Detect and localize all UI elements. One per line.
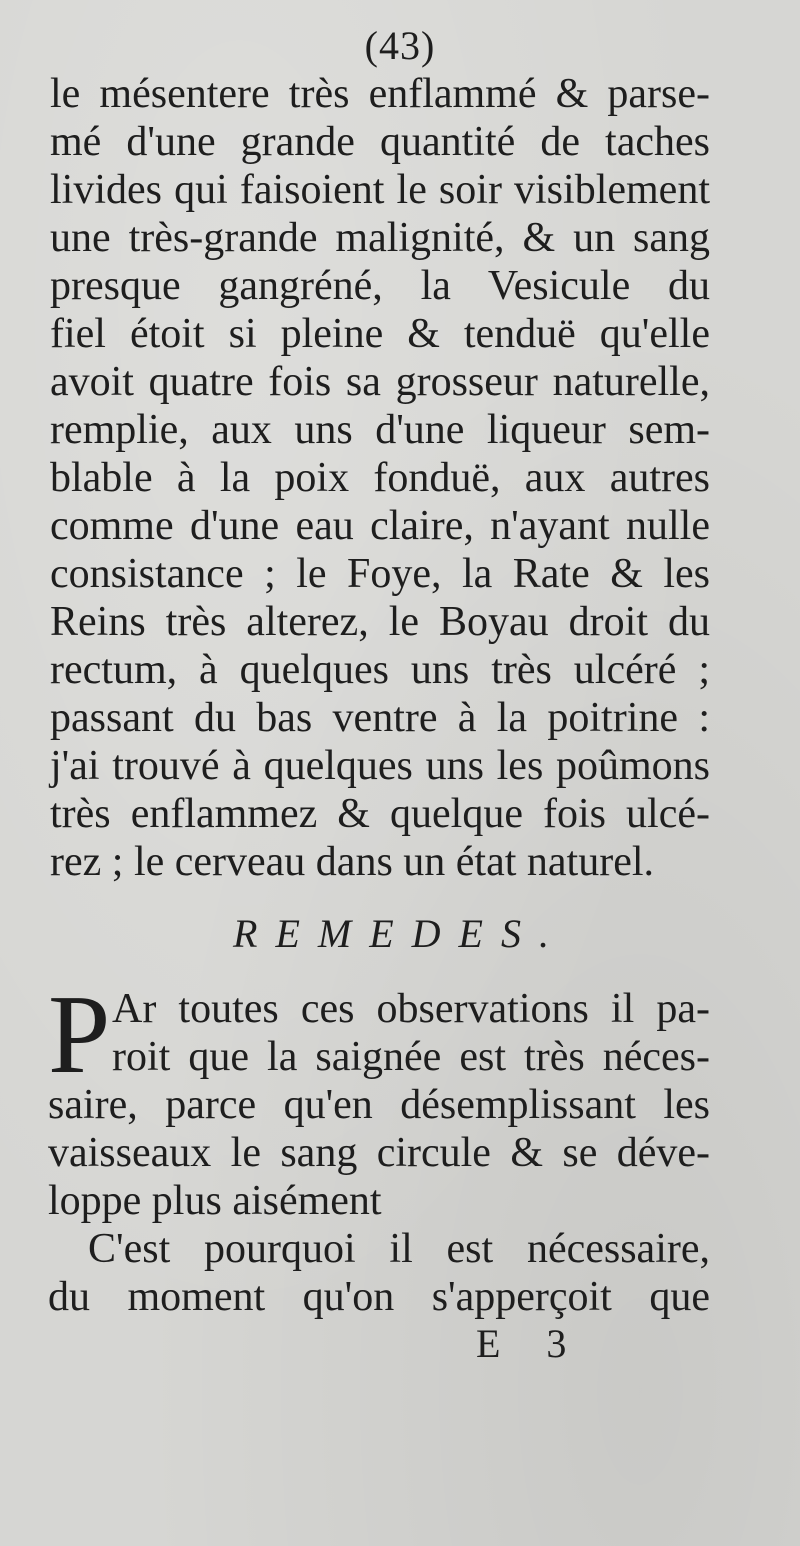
text-line: vaisseaux le sang circule & se déve- bbox=[48, 1130, 710, 1176]
text-line: Ar toutes ces observations il pa- bbox=[112, 986, 710, 1032]
text-line: presque gangréné, la Vesicule du bbox=[50, 263, 710, 309]
text-line: passant du bas ventre à la poitrine : bbox=[50, 695, 710, 741]
dropcap-block bbox=[48, 973, 710, 1097]
text-line: rectum, à quelques uns très ulcéré ; bbox=[50, 647, 710, 693]
text-line: C'est pourquoi il est nécessaire, bbox=[88, 1226, 710, 1272]
text-line: le mésentere très enflammé & parse- bbox=[50, 71, 710, 117]
text-line: fiel étoit si pleine & tenduë qu'elle bbox=[50, 311, 710, 357]
text-line: blable à la poix fonduë, aux autres bbox=[50, 455, 710, 501]
text-line: saire, parce qu'en désemplissant les bbox=[48, 1082, 710, 1128]
text-line: comme d'une eau claire, n'ayant nulle bbox=[50, 503, 710, 549]
text-line: une très-grande malignité, & un sang bbox=[50, 215, 710, 261]
text-line: Reins très alterez, le Boyau droit du bbox=[50, 599, 710, 645]
text-line: du moment qu'on s'apperçoit que bbox=[48, 1274, 710, 1320]
remedes-paragraph bbox=[48, 973, 710, 1321]
text-line: avoit quatre fois sa grosseur naturelle, bbox=[50, 359, 710, 405]
text-line: rez ; le cerveau dans un état naturel. bbox=[50, 839, 655, 885]
drop-cap-letter: P bbox=[48, 973, 111, 1097]
main-paragraph bbox=[50, 70, 710, 886]
text-line: roit que la saignée est très néces- bbox=[112, 1034, 710, 1080]
text-line: loppe plus aisément bbox=[48, 1178, 382, 1224]
text-line: j'ai trouvé à quelques uns les poûmons bbox=[50, 743, 710, 789]
text-line: très enflammez & quelque fois ulcé- bbox=[50, 791, 710, 837]
page-number: (43) bbox=[364, 23, 436, 68]
section-heading: REMEDES. bbox=[233, 911, 567, 956]
signature-mark: E 3 bbox=[476, 1321, 585, 1366]
text-line: mé d'une grande quantité de taches bbox=[50, 119, 710, 165]
text-line: remplie, aux uns d'une liqueur sem- bbox=[50, 407, 710, 453]
text-line: consistance ; le Foye, la Rate & les bbox=[50, 551, 710, 597]
text-line: livides qui faisoient le soir visiblement bbox=[50, 167, 710, 213]
